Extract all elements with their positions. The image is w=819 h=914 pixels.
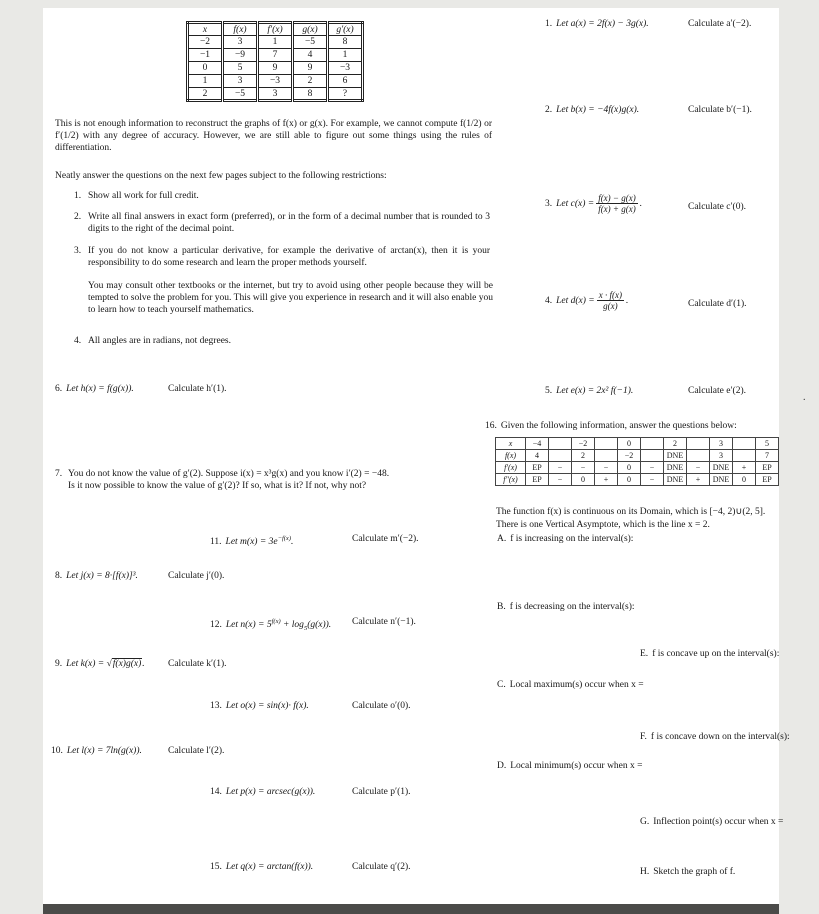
table-cell: f′(x) — [496, 462, 526, 474]
part-label: G. — [640, 817, 650, 827]
problem-number: 9. — [55, 659, 63, 669]
table-row — [188, 23, 363, 36]
problem-14 — [210, 786, 411, 798]
problem-formula: Let h(x) = f(g(x)). — [66, 384, 134, 394]
table-cell: −9 — [223, 49, 258, 62]
problem-number: 3. — [545, 198, 553, 209]
derivative-values-table — [186, 21, 364, 102]
formula-exponent: −f(x) — [277, 535, 291, 542]
table-cell: + — [687, 474, 710, 486]
table-cell: + — [733, 462, 756, 474]
table-cell: f(x) — [223, 23, 258, 36]
problem-number: 5. — [545, 386, 553, 396]
formula-subscript: 5 — [303, 625, 308, 633]
fraction — [597, 290, 624, 311]
table-cell — [641, 438, 664, 450]
table-cell: −5 — [293, 36, 328, 49]
radicand: f(x)g(x) — [112, 659, 142, 669]
problem-number: 7. — [55, 469, 63, 479]
table-cell: 0 — [618, 462, 641, 474]
table-cell: − — [549, 474, 572, 486]
problem-formula — [556, 193, 643, 214]
problem-calculate: Calculate a′(−2). — [688, 19, 752, 29]
table-cell: 6 — [328, 75, 363, 88]
problem-calculate: Calculate h′(1). — [168, 384, 227, 394]
part-text: Local minimum(s) occur when x = — [510, 761, 643, 771]
part-e — [640, 648, 779, 660]
table-cell: −3 — [258, 75, 293, 88]
part-label: E. — [640, 649, 649, 659]
stray-dot: . — [803, 392, 806, 403]
table-cell: DNE — [710, 474, 733, 486]
fraction-denominator: f(x) + g(x) — [598, 204, 636, 214]
document-page — [43, 8, 790, 914]
problem-calculate: Calculate j′(0). — [168, 571, 225, 581]
problem-formula: Let l(x) = 7ln(g(x)). — [66, 746, 142, 756]
problem-formula — [226, 537, 294, 547]
problem-calculate: Calculate m′(−2). — [352, 534, 419, 544]
problem-formula: Let o(x) = sin(x)· f(x). — [225, 701, 309, 711]
table-cell: −2 — [618, 450, 641, 462]
formula-base: Let m(x) = 3e — [225, 537, 278, 548]
instructions-lead: Neatly answer the questions on the next few pages subject to the following restrictions: — [55, 171, 387, 181]
scan-edge-strip — [43, 904, 779, 914]
problem-formula — [66, 658, 145, 669]
table-cell: 0 — [188, 62, 223, 75]
table-cell: 7 — [258, 49, 293, 62]
table-row — [188, 88, 363, 101]
question-16-heading — [485, 420, 737, 432]
table-cell — [595, 450, 618, 462]
table-cell: 1 — [328, 49, 363, 62]
problem-number: 12. — [210, 620, 222, 631]
problem-8 — [55, 570, 225, 582]
problem-number: 10. — [51, 746, 63, 756]
problem-3 — [545, 193, 746, 214]
table-row — [188, 62, 363, 75]
formula-prefix: Let k(x) = — [66, 659, 107, 669]
problem-formula: Let q(x) = arctan(f(x)). — [225, 862, 314, 872]
table-cell — [549, 450, 572, 462]
table-cell: + — [595, 474, 618, 486]
problem-number: 16. — [485, 421, 497, 431]
table-cell: ? — [328, 88, 363, 101]
part-text: Inflection point(s) occur when x = — [653, 817, 784, 827]
table-cell: − — [641, 462, 664, 474]
table-cell — [595, 438, 618, 450]
fraction-numerator: f(x) − g(x) — [598, 193, 636, 203]
problem-number: 4. — [545, 295, 553, 306]
table-cell: −2 — [572, 438, 595, 450]
table-row — [188, 49, 363, 62]
table-cell: 3 — [710, 438, 733, 450]
problem-calculate: Calculate c′(0). — [688, 202, 746, 212]
table-cell: g′(x) — [328, 23, 363, 36]
restriction-item-3 — [74, 245, 490, 269]
problem-12 — [210, 616, 416, 635]
problem-formula: Let e(x) = 2x² f(−1). — [556, 386, 634, 396]
fraction — [596, 193, 638, 214]
table-cell: − — [641, 474, 664, 486]
table-cell: 9 — [258, 62, 293, 75]
restriction-item-4 — [74, 335, 490, 347]
table-cell: DNE — [664, 462, 687, 474]
table-row — [496, 450, 779, 462]
table-cell: EP — [526, 462, 549, 474]
formula-prefix: Let d(x) = — [556, 295, 595, 306]
formula-suffix: . — [625, 295, 629, 306]
problem-number: 8. — [55, 571, 63, 581]
table-row — [188, 75, 363, 88]
restriction-number: 1. — [74, 191, 82, 201]
problem-calculate: Calculate l′(2). — [168, 746, 225, 756]
table-cell: 7 — [756, 450, 779, 462]
table-cell: EP — [756, 474, 779, 486]
table-cell: x — [188, 23, 223, 36]
table-cell: 8 — [328, 36, 363, 49]
part-text: f is decreasing on the interval(s): — [509, 602, 635, 612]
table-cell: 5 — [223, 62, 258, 75]
table-cell — [549, 438, 572, 450]
table-cell — [687, 450, 710, 462]
restriction-number: 3. — [74, 246, 82, 256]
table-row — [188, 36, 363, 49]
fraction-denominator: g(x) — [603, 301, 618, 311]
problem-calculate: Calculate b′(−1). — [688, 105, 752, 115]
table-cell: f″(x) — [496, 474, 526, 486]
part-label: A. — [497, 534, 507, 544]
problem-6 — [55, 383, 227, 395]
problem-formula: Let j(x) = 8·[f(x)]³. — [66, 571, 138, 581]
problem-15 — [210, 861, 411, 873]
q16-note-domain: The function f(x) is continuous on its Domain, which is [−4, 2)∪(2, 5]. — [496, 507, 766, 517]
part-text: f is concave down on the interval(s): — [650, 732, 790, 742]
part-text: Sketch the graph of f. — [653, 867, 736, 877]
table-cell: f′(x) — [258, 23, 293, 36]
function-behavior-table — [495, 437, 779, 486]
formula-tail: . — [290, 537, 294, 548]
problem-calculate: Calculate d′(1). — [688, 299, 747, 309]
intro-paragraph: This is not enough information to reconstruct the graphs of f(x) or g(x). For example, we cannot compute f(1/2) or f′(1/2) with any degree of accuracy. However, we are still able to figure out some things using the rules of differentiation. — [55, 119, 492, 153]
part-label: D. — [497, 761, 507, 771]
fraction-numerator: x · f(x) — [598, 290, 622, 300]
problem-formula — [225, 618, 332, 633]
problem-formula: Let a(x) = 2f(x) − 3g(x). — [556, 19, 649, 29]
table-cell: −3 — [328, 62, 363, 75]
problem-number: 11. — [210, 537, 222, 548]
problem-7-line2: Is it now possible to know the value of g′(2)? If so, what is it? If not, why not? — [68, 481, 367, 491]
problem-calculate: Calculate k′(1). — [168, 659, 227, 669]
formula-exponent: f(x) — [271, 618, 281, 625]
table-cell: 1 — [258, 36, 293, 49]
restriction-text: All angles are in radians, not degrees. — [88, 336, 231, 346]
restriction-number: 2. — [74, 212, 82, 222]
part-f — [640, 731, 790, 743]
table-cell: 3 — [258, 88, 293, 101]
table-cell: 3 — [223, 75, 258, 88]
formula-suffix: . — [639, 198, 643, 209]
q16-heading-text: Given the following information, answer the questions below: — [500, 421, 737, 431]
table-row — [496, 438, 779, 450]
problem-7-line1: You do not know the value of g′(2). Suppose i(x) = x³g(x) and you know i′(2) = −48. — [68, 469, 390, 479]
table-cell — [733, 450, 756, 462]
table-cell — [733, 438, 756, 450]
table-row — [496, 462, 779, 474]
table-cell: g(x) — [293, 23, 328, 36]
part-label: B. — [497, 602, 506, 612]
table-cell: 0 — [618, 474, 641, 486]
part-g — [640, 816, 783, 828]
table-cell: EP — [526, 474, 549, 486]
formula-prefix: Let c(x) = — [556, 198, 595, 209]
problem-number: 1. — [545, 19, 553, 29]
part-text: f is concave up on the interval(s): — [652, 649, 780, 659]
problem-2 — [545, 104, 752, 116]
problem-formula: Let b(x) = −4f(x)g(x). — [556, 105, 640, 115]
table-cell: 2 — [188, 88, 223, 101]
table-cell: 4 — [293, 49, 328, 62]
table-cell: 1 — [188, 75, 223, 88]
table-row — [496, 474, 779, 486]
restriction-item-2 — [74, 211, 490, 235]
problem-9 — [55, 658, 227, 670]
table-cell: −5 — [223, 88, 258, 101]
part-c — [497, 679, 644, 691]
problem-calculate: Calculate q′(2). — [352, 862, 411, 872]
table-cell: f(x) — [496, 450, 526, 462]
part-b — [497, 601, 635, 613]
table-cell: 0 — [572, 474, 595, 486]
problem-calculate: Calculate e′(2). — [688, 386, 746, 396]
table-cell — [687, 438, 710, 450]
table-cell: EP — [756, 462, 779, 474]
restriction-text: Show all work for full credit. — [88, 191, 199, 201]
table-cell: 8 — [293, 88, 328, 101]
table-cell: 0 — [618, 438, 641, 450]
problem-formula: Let p(x) = arcsec(g(x)). — [225, 787, 316, 797]
restriction-text: Write all final answers in exact form (preferred), or in the form of a decimal number that is rounded to 3 digits to the right of the decimal point. — [88, 212, 490, 234]
formula-mid: + log — [280, 620, 304, 631]
formula-tail: (g(x)). — [307, 620, 332, 631]
table-cell: 4 — [526, 450, 549, 462]
table-cell: DNE — [664, 450, 687, 462]
table-cell: 3 — [710, 450, 733, 462]
part-d — [497, 760, 643, 772]
table-cell: x — [496, 438, 526, 450]
table-cell: − — [572, 462, 595, 474]
table-cell: 5 — [756, 438, 779, 450]
problem-number: 14. — [210, 787, 222, 797]
restriction-number: 4. — [74, 336, 82, 346]
problem-5 — [545, 385, 746, 397]
formula-base: Let n(x) = 5 — [225, 620, 272, 631]
table-cell: −2 — [188, 36, 223, 49]
problem-number: 15. — [210, 862, 222, 872]
table-cell: 2 — [572, 450, 595, 462]
part-label: C. — [497, 680, 506, 690]
table-cell: DNE — [664, 474, 687, 486]
problem-number: 2. — [545, 105, 553, 115]
problem-11 — [210, 533, 419, 548]
part-text: f is increasing on the interval(s): — [510, 534, 634, 544]
problem-13 — [210, 700, 411, 712]
problem-calculate: Calculate n′(−1). — [352, 617, 416, 627]
table-cell: 3 — [223, 36, 258, 49]
table-cell: 0 — [733, 474, 756, 486]
restriction-3-note: You may consult other textbooks or the internet, but try to avoid using other people because they will be tempted to solve the problem for you. This will give you experience in research and it will also enable you to learn how to teach yourself mathematics. — [88, 281, 493, 315]
problem-1 — [545, 18, 752, 30]
table-cell: − — [687, 462, 710, 474]
formula-suffix: . — [142, 659, 145, 669]
problem-4 — [545, 290, 747, 311]
part-label: F. — [640, 732, 647, 742]
radical-sign: √ — [106, 659, 112, 669]
q16-note-asymptote: There is one Vertical Asymptote, which is the line x = 2. — [496, 520, 710, 530]
restriction-text: If you do not know a particular derivative, for example the derivative of arctan(x), then it is your responsibility to do some research and learn the proper methods yourself. — [88, 246, 490, 268]
table-cell: − — [595, 462, 618, 474]
table-cell: − — [549, 462, 572, 474]
table-cell: DNE — [710, 462, 733, 474]
problem-calculate: Calculate p′(1). — [352, 787, 411, 797]
table-cell: 9 — [293, 62, 328, 75]
table-cell: −4 — [526, 438, 549, 450]
problem-calculate: Calculate o′(0). — [352, 701, 411, 711]
problem-7 — [55, 468, 500, 492]
part-text: Local maximum(s) occur when x = — [509, 680, 644, 690]
table-cell — [641, 450, 664, 462]
table-cell: 2 — [293, 75, 328, 88]
problem-number: 6. — [55, 384, 63, 394]
part-a — [497, 533, 633, 545]
restriction-item-1 — [74, 190, 490, 202]
problem-10 — [51, 745, 225, 757]
problem-number: 13. — [210, 701, 222, 711]
table-cell: 2 — [664, 438, 687, 450]
part-h — [640, 866, 735, 878]
table-cell: −1 — [188, 49, 223, 62]
part-label: H. — [640, 867, 650, 877]
